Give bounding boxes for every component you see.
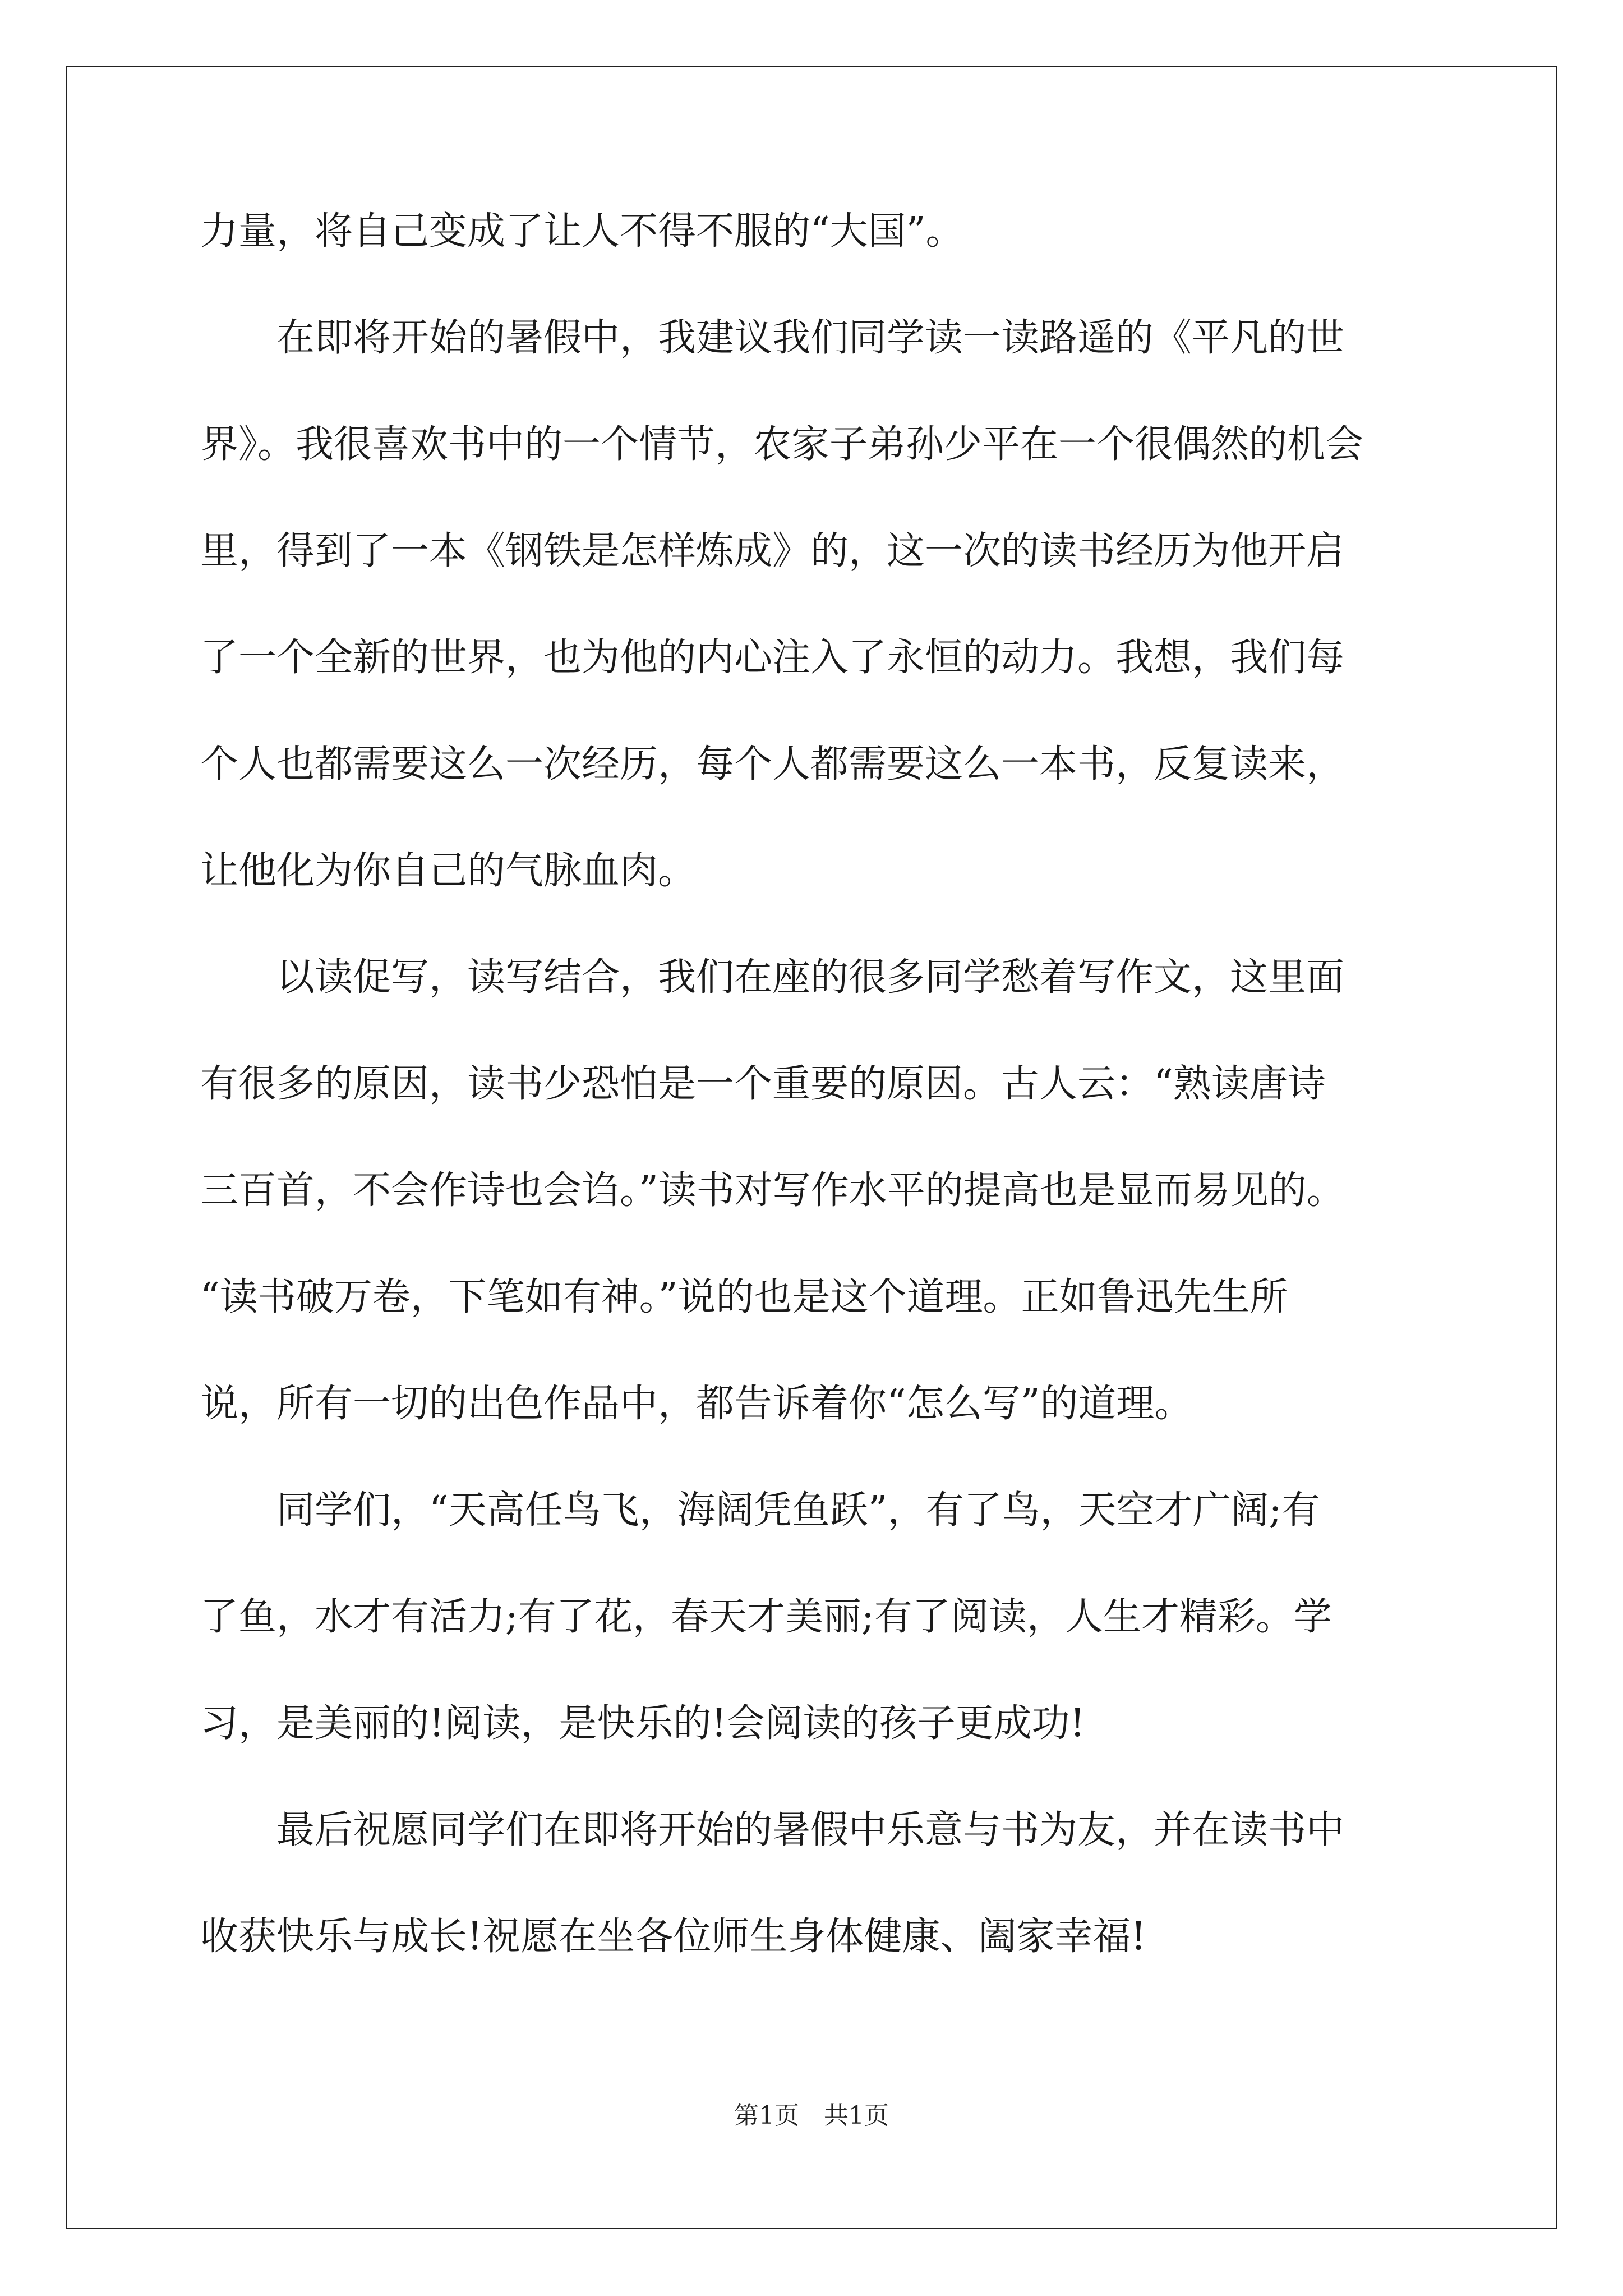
page-border <box>66 66 1557 2229</box>
text-line-9: 有很多的原因，读书少恐怕是一个重要的原因。古人云：“熟读唐诗 <box>200 1062 1326 1106</box>
text-line-14: 了鱼，水才有活力;有了花，春天才美丽;有了阅读，人生才精彩。学 <box>200 1595 1332 1639</box>
page-number-footer: 第1页 共1页 <box>734 2101 889 2130</box>
text-line-15: 习，是美丽的!阅读，是快乐的!会阅读的孩子更成功! <box>200 1701 1085 1746</box>
text-line-1: 力量，将自己变成了让人不得不服的“大国”。 <box>200 209 964 254</box>
text-line-16: 最后祝愿同学们在即将开始的暑假中乐意与书为友，并在读书中 <box>200 1808 1345 1852</box>
text-line-7: 让他化为你自己的气脉血肉。 <box>200 849 697 893</box>
text-line-12: 说，所有一切的出色作品中，都告诉着你“怎么写”的道理。 <box>200 1382 1193 1426</box>
text-line-3: 界》。我很喜欢书中的一个情节，农家子弟孙少平在一个很偶然的机会 <box>200 422 1364 467</box>
text-line-8: 以读促写，读写结合，我们在座的很多同学愁着写作文，这里面 <box>200 955 1345 1000</box>
text-line-13: 同学们，“天高任鸟飞，海阔凭鱼跃”，有了鸟，天空才广阔;有 <box>200 1488 1320 1533</box>
text-line-17: 收获快乐与成长!祝愿在坐各位师生身体健康、阖家幸福! <box>200 1915 1146 1959</box>
text-line-4: 里，得到了一本《钢铁是怎样炼成》的，这一次的读书经历为他开启 <box>200 529 1345 573</box>
text-line-11: “读书破万卷，下笔如有神。”说的也是这个道理。正如鲁迅先生所 <box>200 1275 1288 1319</box>
text-line-2: 在即将开始的暑假中，我建议我们同学读一读路遥的《平凡的世 <box>200 316 1345 360</box>
text-line-10: 三百首，不会作诗也会诌。”读书对写作水平的提高也是显而易见的。 <box>200 1168 1345 1213</box>
text-line-6: 个人也都需要这么一次经历，每个人都需要这么一本书，反复读来， <box>200 742 1345 786</box>
text-line-5: 了一个全新的世界，也为他的内心注入了永恒的动力。我想，我们每 <box>200 636 1345 680</box>
